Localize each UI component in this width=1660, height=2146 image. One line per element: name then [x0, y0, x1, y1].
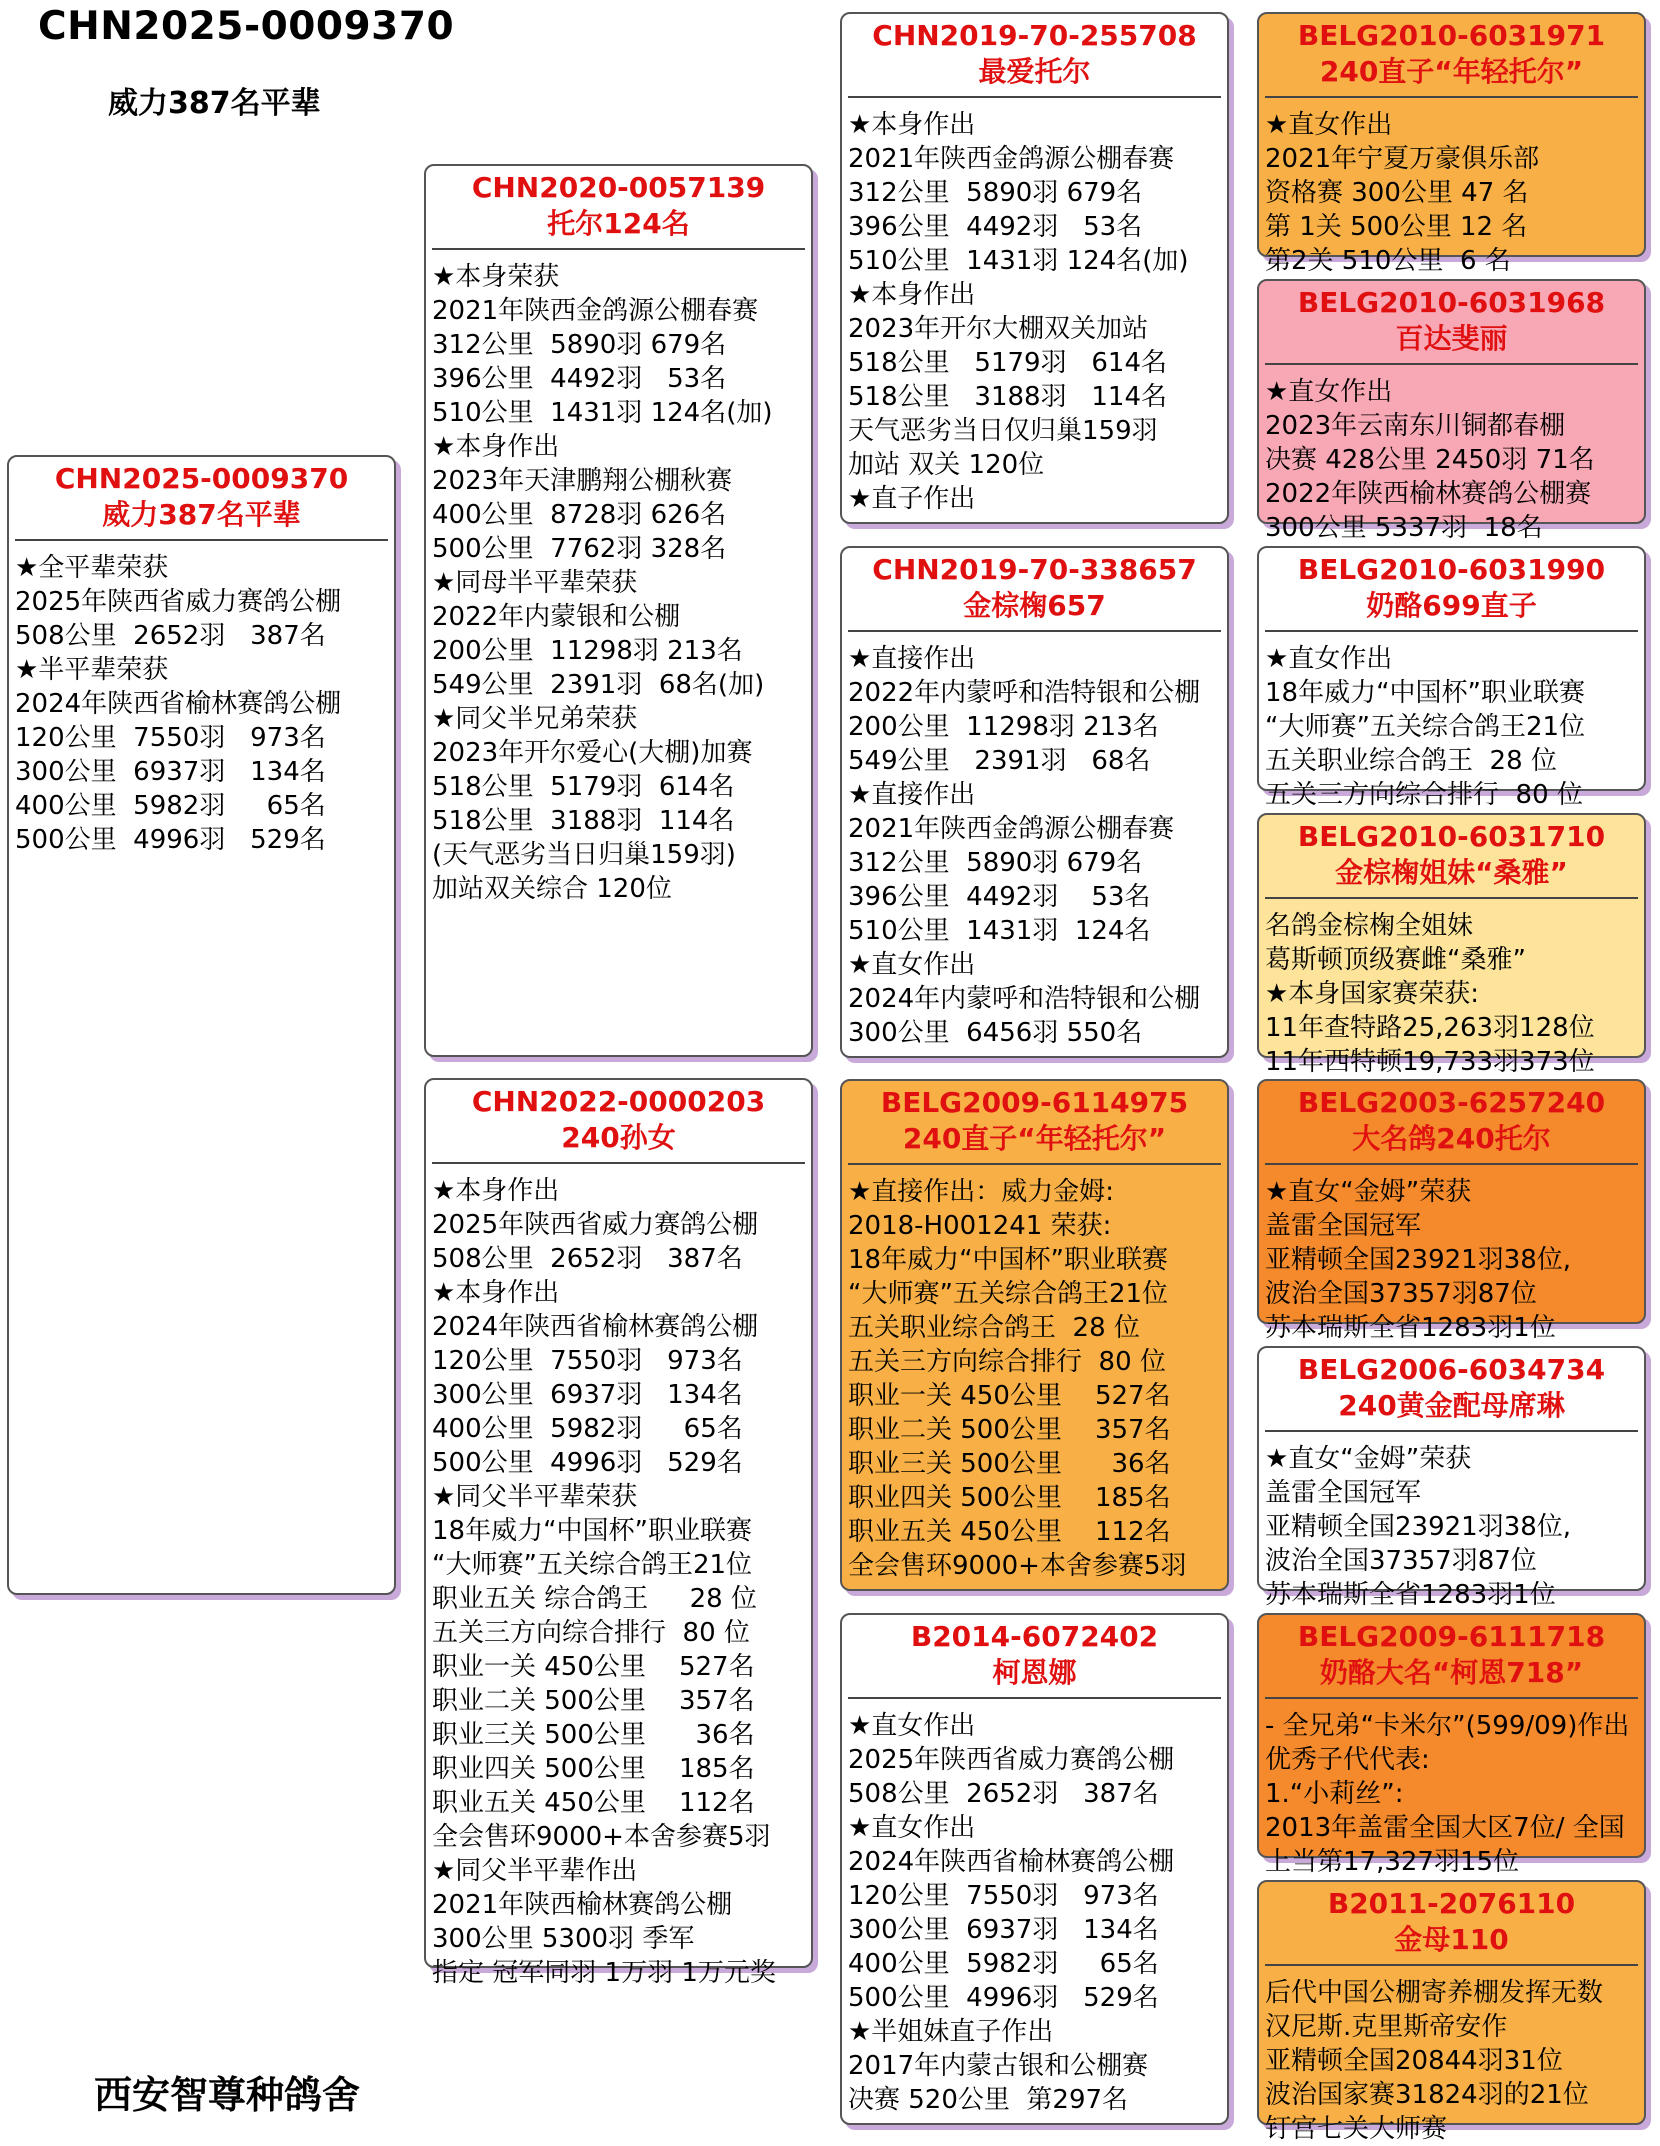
achievement-line: 五关三方向综合排行 80 位 — [848, 1347, 1166, 1377]
achievement-line: 2025年陕西省威力赛鸽公棚 — [15, 587, 342, 617]
pedigree-card-sire — [424, 164, 813, 1057]
pedigree-card-sds — [1257, 546, 1646, 810]
ring-number: BELG2006-6034734 — [1297, 1353, 1606, 1386]
achievement-line: 2021年陕西金鸽源公棚春赛 — [848, 144, 1175, 174]
achievement-line: 2024年内蒙呼和浩特银和公棚 — [848, 984, 1201, 1014]
pedigree-card-subject — [7, 455, 396, 1595]
achievements-list — [842, 1709, 1227, 2117]
achievement-line: 2023年云南东川铜都春棚 — [1265, 411, 1566, 441]
ring-number: B2011-2076110 — [1327, 1887, 1576, 1920]
achievement-line: 全会售环9000+本舍参赛5羽 — [848, 1551, 1187, 1581]
pedigree-card-dam — [424, 1078, 813, 1988]
achievement-line: ★本身作出 — [848, 110, 976, 140]
ring-number: BELG2009-6111718 — [1297, 1620, 1606, 1653]
pedigree-card-ssd — [1257, 279, 1646, 543]
divider — [848, 630, 1221, 632]
achievement-line: 518公里 3188羽 114名 — [848, 382, 1168, 412]
achievements-list — [9, 551, 394, 857]
achievement-line: ★直女作出 — [1265, 644, 1393, 674]
divider — [432, 1162, 805, 1164]
achievement-line: 五关职业综合鸽王 28 位 — [848, 1313, 1140, 1343]
achievement-line: ★直女“金姆”荣获 — [1265, 1177, 1472, 1207]
achievement-line: 11年西特顿19,733羽373位 — [1265, 1047, 1595, 1077]
achievements-list — [842, 1175, 1227, 1583]
achievement-line: ★直子作出 — [848, 484, 976, 514]
achievement-line: ★本身作出 — [432, 1278, 560, 1308]
ring-number: BELG2010-6031968 — [1297, 286, 1606, 319]
achievement-line: ★直女作出 — [1265, 377, 1393, 407]
achievement-line: 396公里 4492羽 53名 — [432, 364, 727, 394]
achievement-line: 职业二关 500公里 357名 — [432, 1686, 755, 1716]
achievement-line: 300公里 6937羽 134名 — [432, 1380, 743, 1410]
achievement-line: 510公里 1431羽 124名(加) — [848, 246, 1189, 276]
achievements-list — [842, 108, 1227, 516]
achievement-line: 2018-H001241 荣获: — [848, 1211, 1112, 1241]
achievement-line: 312公里 5890羽 679名 — [848, 178, 1143, 208]
achievement-line: ★半姐妹直子作出 — [848, 2017, 1054, 2047]
achievement-line: 400公里 5982羽 65名 — [432, 1414, 743, 1444]
pedigree-card-dam-sire — [840, 1079, 1229, 1591]
pedigree-card-dam-dam — [840, 1613, 1229, 2125]
achievement-line: 2024年陕西省榆林赛鸽公棚 — [432, 1312, 759, 1342]
achievements-list — [1259, 1976, 1644, 2146]
achievement-line: 上当第17,327羽15位 — [1265, 1847, 1520, 1877]
achievement-line: 2021年宁夏万豪俱乐部 — [1265, 144, 1540, 174]
bird-name: 托尔124名 — [547, 207, 690, 240]
achievement-line: 钉宫七关大师赛 — [1265, 2114, 1448, 2144]
achievement-line: 2022年内蒙呼和浩特银和公棚 — [848, 678, 1201, 708]
achievement-line: 波治国家赛31824羽的21位 — [1265, 2080, 1589, 2110]
bird-name: 百达斐丽 — [1395, 322, 1508, 355]
achievement-line: 第 1关 500公里 12 名 — [1265, 212, 1528, 242]
achievement-line: 510公里 1431羽 124名 — [848, 916, 1151, 946]
bird-name: 威力387名平辈 — [102, 498, 301, 531]
divider — [15, 539, 388, 541]
bird-name: 240直子“年轻托尔” — [1319, 55, 1584, 88]
achievement-line: 职业三关 500公里 36名 — [432, 1720, 755, 1750]
achievement-line: 决赛 428公里 2450羽 71名 — [1265, 445, 1595, 475]
achievement-line: ★本身国家赛荣获: — [1265, 979, 1480, 1009]
divider — [1265, 363, 1638, 365]
bird-name: 奶酪大名“柯恩718” — [1319, 1656, 1584, 1689]
achievements-list — [842, 642, 1227, 1050]
achievement-line: ★同父半平辈荣获 — [432, 1482, 638, 1512]
achievement-line: 加站双关综合 120位 — [432, 874, 672, 904]
achievement-line: 决赛 520公里 第297名 — [848, 2085, 1129, 2115]
achievement-line: 518公里 5179羽 614名 — [432, 772, 735, 802]
loft-name: 西安智尊种鸽舍 — [94, 2073, 361, 2117]
achievements-list — [1259, 1709, 1644, 1879]
achievement-line: 396公里 4492羽 53名 — [848, 212, 1143, 242]
achievement-line: 全会售环9000+本舍参赛5羽 — [432, 1822, 771, 1852]
achievement-line: 396公里 4492羽 53名 — [848, 882, 1151, 912]
achievement-line: ★本身作出 — [848, 280, 976, 310]
achievements-list — [1259, 909, 1644, 1079]
achievement-line: 葛斯顿顶级赛雌“桑雅” — [1265, 945, 1526, 975]
achievement-line: 500公里 4996羽 529名 — [848, 1983, 1159, 2013]
divider — [1265, 1964, 1638, 1966]
bird-name: 240黄金配母席琳 — [1338, 1389, 1565, 1422]
achievement-line: 518公里 3188羽 114名 — [432, 806, 735, 836]
achievement-line: 2021年陕西榆林赛鸽公棚 — [432, 1890, 733, 1920]
achievement-line: 549公里 2391羽 68名 — [848, 746, 1151, 776]
achievement-line: 200公里 11298羽 213名 — [848, 712, 1159, 742]
divider — [1265, 897, 1638, 899]
achievement-line: 波治全国37357羽87位 — [1265, 1279, 1537, 1309]
achievement-line: 职业五关 450公里 112名 — [848, 1517, 1171, 1547]
achievement-line: ★全平辈荣获 — [15, 553, 169, 583]
achievement-line: 职业三关 500公里 36名 — [848, 1449, 1171, 1479]
pedigree-card-dds — [1257, 1613, 1646, 1877]
pedigree-card-sire-dam — [840, 546, 1229, 1058]
ring-number: BELG2003-6257240 — [1297, 1086, 1606, 1119]
achievement-line: 职业四关 500公里 185名 — [432, 1754, 755, 1784]
achievement-line: 120公里 7550羽 973名 — [15, 723, 326, 753]
achievement-line: 五关三方向综合排行 80 位 — [432, 1618, 750, 1648]
achievement-line: 18年威力“中国杯”职业联赛 — [432, 1516, 753, 1546]
achievement-line: ★直女作出 — [1265, 110, 1393, 140]
achievement-line: 盖雷全国冠军 — [1265, 1211, 1422, 1241]
divider — [432, 248, 805, 250]
ring-number: CHN2022-0000203 — [471, 1085, 766, 1118]
achievement-line: 后代中国公棚寄养棚发挥无数 — [1265, 1978, 1604, 2008]
pedigree-card-sdd — [1257, 813, 1646, 1077]
achievement-line: 2025年陕西省威力赛鸽公棚 — [432, 1210, 759, 1240]
page-subtitle: 威力387名平辈 — [108, 86, 321, 121]
pedigree-card-sss — [1257, 12, 1646, 276]
achievement-line: 300公里 6937羽 134名 — [848, 1915, 1159, 1945]
achievement-line: 2017年内蒙古银和公棚赛 — [848, 2051, 1149, 2081]
achievement-line: 职业二关 500公里 357名 — [848, 1415, 1171, 1445]
achievement-line: 五关职业综合鸽王 28 位 — [1265, 746, 1557, 776]
achievement-line: 500公里 4996羽 529名 — [432, 1448, 743, 1478]
ring-number: CHN2020-0057139 — [471, 171, 766, 204]
divider — [848, 1163, 1221, 1165]
achievement-line: “大师赛”五关综合鸽王21位 — [1265, 712, 1586, 742]
achievement-line: 汉尼斯.克里斯帝安作 — [1265, 2012, 1508, 2042]
achievement-line: 2021年陕西金鸽源公棚春赛 — [432, 296, 759, 326]
achievement-line: 400公里 8728羽 626名 — [432, 500, 727, 530]
ring-number: CHN2019-70-338657 — [872, 553, 1197, 586]
achievement-line: 400公里 5982羽 65名 — [848, 1949, 1159, 1979]
achievements-list — [426, 260, 811, 906]
bird-name: 金棕椈657 — [963, 589, 1106, 622]
achievement-line: ★本身荣获 — [432, 262, 560, 292]
achievements-list — [1259, 1442, 1644, 1612]
achievement-line: 加站 双关 120位 — [848, 450, 1045, 480]
achievement-line: 2022年陕西榆林赛鸽公棚赛 — [1265, 479, 1592, 509]
ring-number: BELG2010-6031710 — [1297, 820, 1606, 853]
achievements-list — [426, 1174, 811, 1990]
achievement-line: 508公里 2652羽 387名 — [15, 621, 326, 651]
achievement-line: 职业一关 450公里 527名 — [848, 1381, 1171, 1411]
achievement-line: 天气恶劣当日仅归巢159羽 — [848, 416, 1158, 446]
achievement-line: 312公里 5890羽 679名 — [432, 330, 727, 360]
achievement-line: 苏本瑞斯全省1283羽1位 — [1265, 1313, 1556, 1343]
achievement-line: 500公里 4996羽 529名 — [15, 825, 326, 855]
achievement-line: 11年查特路25,263羽128位 — [1265, 1013, 1595, 1043]
achievement-line: ★直接作出：威力金姆: — [848, 1177, 1115, 1207]
divider — [848, 1697, 1221, 1699]
achievement-line: ★直女“金姆”荣获 — [1265, 1444, 1472, 1474]
achievement-line: 120公里 7550羽 973名 — [848, 1881, 1159, 1911]
achievement-line: ★同父半平辈作出 — [432, 1856, 638, 1886]
achievement-line: 300公里 6456羽 550名 — [848, 1018, 1143, 1048]
achievement-line: ★同母半平辈荣获 — [432, 568, 638, 598]
achievement-line: 第2关 510公里 6 名 — [1265, 246, 1511, 276]
achievement-line: 200公里 11298羽 213名 — [432, 636, 743, 666]
achievement-line: ★直女作出 — [848, 1813, 976, 1843]
achievement-line: 300公里 6937羽 134名 — [15, 757, 326, 787]
divider — [1265, 1430, 1638, 1432]
achievement-line: ★直女作出 — [848, 950, 976, 980]
ring-number: BELG2009-6114975 — [880, 1086, 1189, 1119]
bird-name: 大名鸽240托尔 — [1352, 1122, 1551, 1155]
achievement-line: 18年威力“中国杯”职业联赛 — [1265, 678, 1586, 708]
achievement-line: 1.“小莉丝”: — [1265, 1779, 1404, 1809]
achievement-line: 苏本瑞斯全省1283羽1位 — [1265, 1580, 1556, 1610]
bird-name: 240直子“年轻托尔” — [902, 1122, 1167, 1155]
achievements-list — [1259, 108, 1644, 278]
achievement-line: ★本身作出 — [432, 1176, 560, 1206]
achievement-line: ★本身作出 — [432, 432, 560, 462]
achievement-line: 波治全国37357羽87位 — [1265, 1546, 1537, 1576]
achievement-line: 549公里 2391羽 68名(加) — [432, 670, 765, 700]
bird-name: 柯恩娜 — [992, 1656, 1077, 1689]
achievement-line: 510公里 1431羽 124名(加) — [432, 398, 773, 428]
divider — [1265, 96, 1638, 98]
achievement-line: 2024年陕西省榆林赛鸽公棚 — [15, 689, 342, 719]
pedigree-card-dsd — [1257, 1346, 1646, 1610]
bird-name: 最爱托尔 — [978, 55, 1091, 88]
achievement-line: 120公里 7550羽 973名 — [432, 1346, 743, 1376]
ring-number: CHN2025-0009370 — [54, 462, 349, 495]
achievement-line: 2023年开尔大棚双关加站 — [848, 314, 1149, 344]
achievement-line: 518公里 5179羽 614名 — [848, 348, 1168, 378]
achievements-list — [1259, 642, 1644, 812]
achievements-list — [1259, 1175, 1644, 1345]
achievement-line: 资格赛 300公里 47 名 — [1265, 178, 1529, 208]
achievement-line: 500公里 7762羽 328名 — [432, 534, 727, 564]
achievement-line: 400公里 5982羽 65名 — [15, 791, 326, 821]
achievement-line: 2025年陕西省威力赛鸽公棚 — [848, 1745, 1175, 1775]
bird-name: 金母110 — [1394, 1923, 1509, 1956]
divider — [1265, 1163, 1638, 1165]
ring-number: CHN2019-70-255708 — [872, 19, 1197, 52]
ring-number: BELG2010-6031971 — [1297, 19, 1606, 52]
pedigree-card-ddd — [1257, 1880, 1646, 2144]
achievement-line: 2021年陕西金鸽源公棚春赛 — [848, 814, 1175, 844]
achievement-line: “大师赛”五关综合鸽王21位 — [848, 1279, 1169, 1309]
achievement-line: 2013年盖雷全国大区7位/ 全国 — [1265, 1813, 1625, 1843]
page-title: CHN2025-0009370 — [38, 4, 455, 49]
achievement-line: 职业一关 450公里 527名 — [432, 1652, 755, 1682]
achievement-line: 2023年天津鹏翔公棚秋赛 — [432, 466, 733, 496]
achievement-line: ★半平辈荣获 — [15, 655, 169, 685]
achievement-line: 300公里 5300羽 季军 — [432, 1924, 695, 1954]
pedigree-card-dss — [1257, 1079, 1646, 1343]
achievement-line: 优秀子代代表: — [1265, 1745, 1430, 1775]
achievement-line: 职业五关 综合鸽王 28 位 — [432, 1584, 757, 1614]
achievement-line: 盖雷全国冠军 — [1265, 1478, 1422, 1508]
achievement-line: 2024年陕西省榆林赛鸽公棚 — [848, 1847, 1175, 1877]
achievement-line: ★同父半兄弟荣获 — [432, 704, 638, 734]
achievement-line: 职业四关 500公里 185名 — [848, 1483, 1171, 1513]
achievement-line: 名鸽金棕椈全姐妹 — [1265, 911, 1474, 941]
pedigree-card-sire-sire — [840, 12, 1229, 524]
ring-number: BELG2010-6031990 — [1297, 553, 1606, 586]
achievement-line: ★直女作出 — [848, 1711, 976, 1741]
achievement-line: - 全兄弟“卡米尔”(599/09)作出 — [1265, 1711, 1630, 1741]
achievement-line: 2023年开尔爱心(大棚)加赛 — [432, 738, 753, 768]
achievement-line: 指定 冠军同羽 1万羽 1万元奖 — [432, 1958, 776, 1988]
achievement-line: 508公里 2652羽 387名 — [432, 1244, 743, 1274]
achievement-line: 亚精顿全国23921羽38位, — [1265, 1245, 1572, 1275]
achievement-line: 亚精顿全国20844羽31位 — [1265, 2046, 1563, 2076]
achievement-line: 2022年内蒙银和公棚 — [432, 602, 681, 632]
achievement-line: 300公里 5337羽 18名 — [1265, 513, 1543, 543]
achievement-line: 18年威力“中国杯”职业联赛 — [848, 1245, 1169, 1275]
achievements-list — [1259, 375, 1644, 545]
achievement-line: “大师赛”五关综合鸽王21位 — [432, 1550, 753, 1580]
divider — [1265, 1697, 1638, 1699]
divider — [848, 96, 1221, 98]
achievement-line: 职业五关 450公里 112名 — [432, 1788, 755, 1818]
achievement-line: 312公里 5890羽 679名 — [848, 848, 1143, 878]
divider — [1265, 630, 1638, 632]
bird-name: 240孙女 — [561, 1121, 676, 1154]
achievement-line: ★直接作出 — [848, 780, 976, 810]
achievement-line: (天气恶劣当日归巢159羽) — [432, 840, 736, 870]
achievement-line: 五关三方向综合排行 80 位 — [1265, 780, 1583, 810]
achievement-line: 亚精顿全国23921羽38位, — [1265, 1512, 1572, 1542]
bird-name: 金棕椈姐妹“桑雅” — [1335, 856, 1568, 889]
achievement-line: ★直接作出 — [848, 644, 976, 674]
bird-name: 奶酪699直子 — [1366, 589, 1537, 622]
achievement-line: 508公里 2652羽 387名 — [848, 1779, 1159, 1809]
ring-number: B2014-6072402 — [910, 1620, 1159, 1653]
